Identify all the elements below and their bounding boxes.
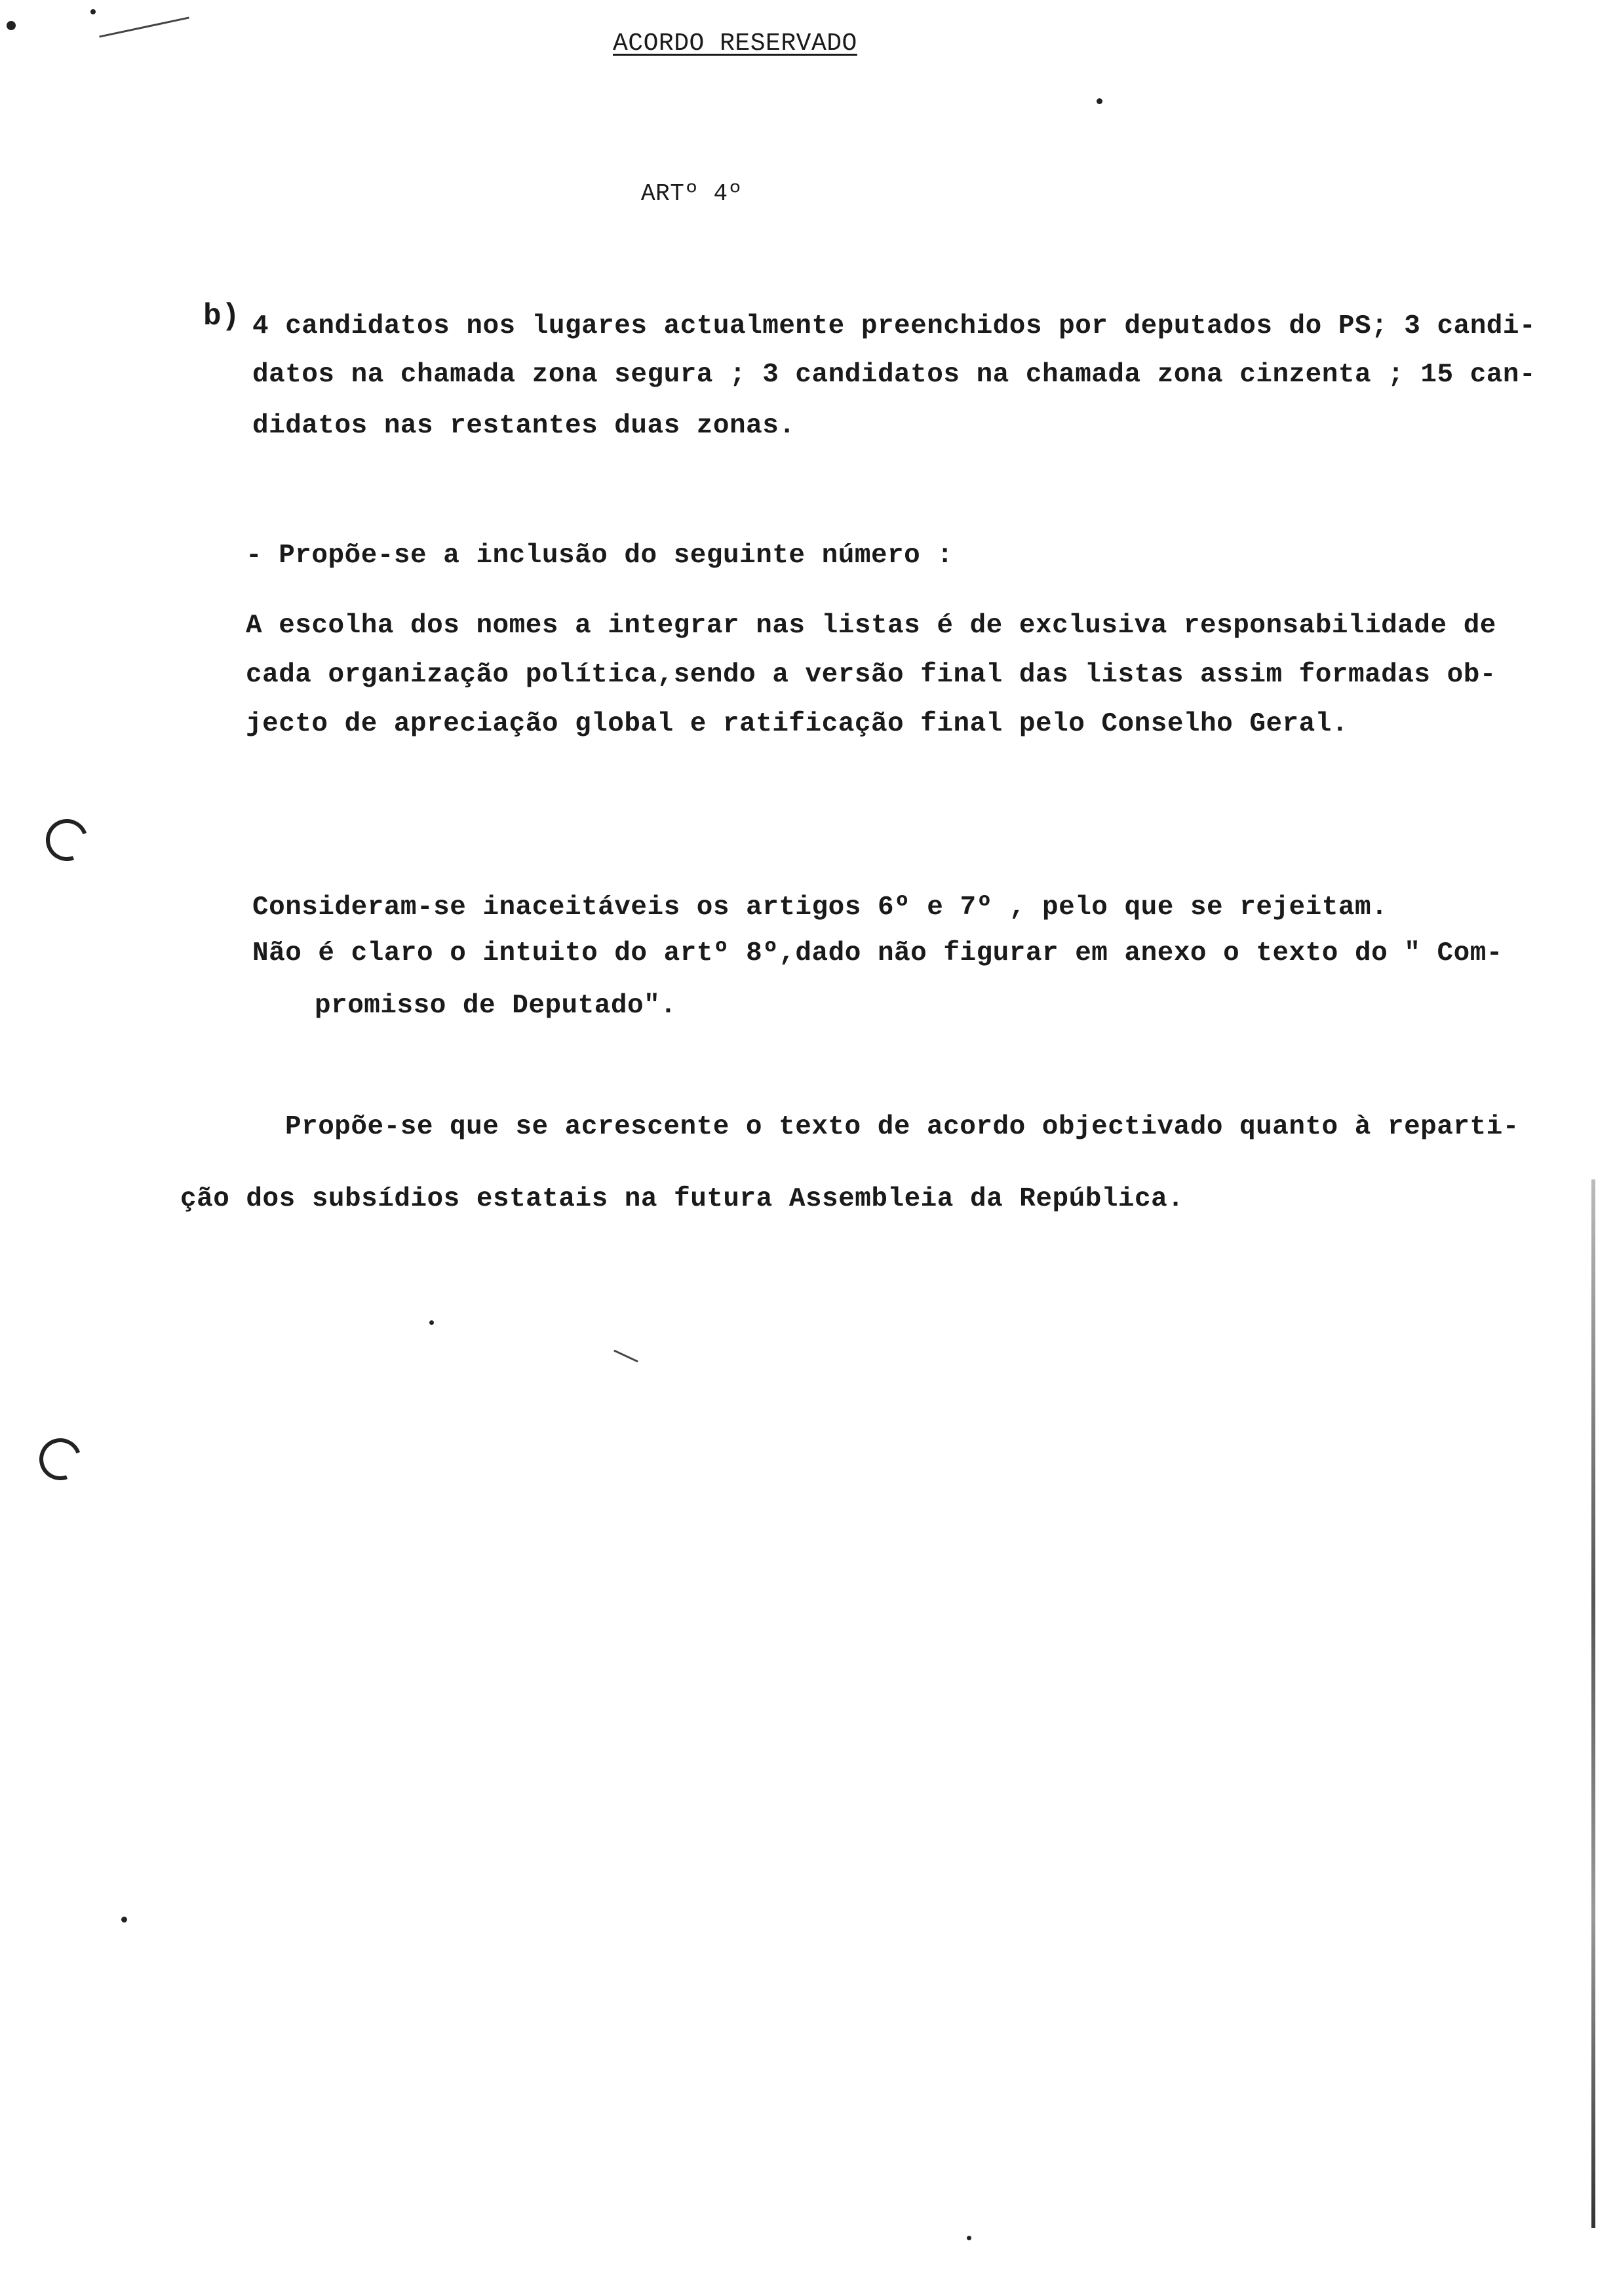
article-heading: ARTº 4º xyxy=(641,180,743,207)
scan-speck xyxy=(121,1917,127,1923)
rejection-line-1: Consideram-se inaceitáveis os artigos 6º e 7º , pelo que se rejeitam. xyxy=(252,892,1388,923)
scan-mark xyxy=(613,1350,638,1363)
section-b-line-3: didatos nas restantes duas zonas. xyxy=(252,411,796,441)
document-title: ACORDO RESERVADO xyxy=(613,29,857,58)
section-b-line-2: datos na chamada zona segura ; 3 candidatos na chamada zona cinzenta ; 15 can- xyxy=(252,360,1536,390)
section-b-line-1: 4 candidatos nos lugares actualmente preenchidos por deputados do PS; 3 candi- xyxy=(252,311,1536,341)
rejection-line-3: promisso de Deputado". xyxy=(315,991,677,1021)
rejection-line-2: Não é claro o intuito do artº 8º,dado não figurar em anexo o texto do " Com- xyxy=(252,938,1503,968)
proposal-2-line-1: Propõe-se que se acrescente o texto de acordo objectivado quanto à reparti- xyxy=(285,1112,1519,1142)
scan-speck xyxy=(967,2236,971,2240)
punch-hole-bottom xyxy=(32,1431,88,1487)
proposal-1-line-2: cada organização política,sendo a versão final das listas assim formadas ob- xyxy=(246,660,1496,690)
section-b-marker: b) xyxy=(203,299,241,334)
scan-mark xyxy=(99,16,189,37)
punch-hole-top xyxy=(39,812,94,868)
proposal-1-line-1: A escolha dos nomes a integrar nas listas é de exclusiva responsabilidade de xyxy=(246,611,1496,641)
page-edge-shadow xyxy=(1591,1179,1595,2228)
scan-speck xyxy=(90,9,96,14)
proposal-2-line-2: ção dos subsídios estatais na futura Assembleia da República. xyxy=(180,1184,1184,1214)
proposal-1-line-3: jecto de apreciação global e ratificação final pelo Conselho Geral. xyxy=(246,709,1348,739)
scan-speck xyxy=(429,1320,434,1325)
proposal-1-intro: - Propõe-se a inclusão do seguinte número : xyxy=(246,541,954,571)
scan-speck xyxy=(7,21,16,30)
scan-speck xyxy=(1097,98,1102,104)
